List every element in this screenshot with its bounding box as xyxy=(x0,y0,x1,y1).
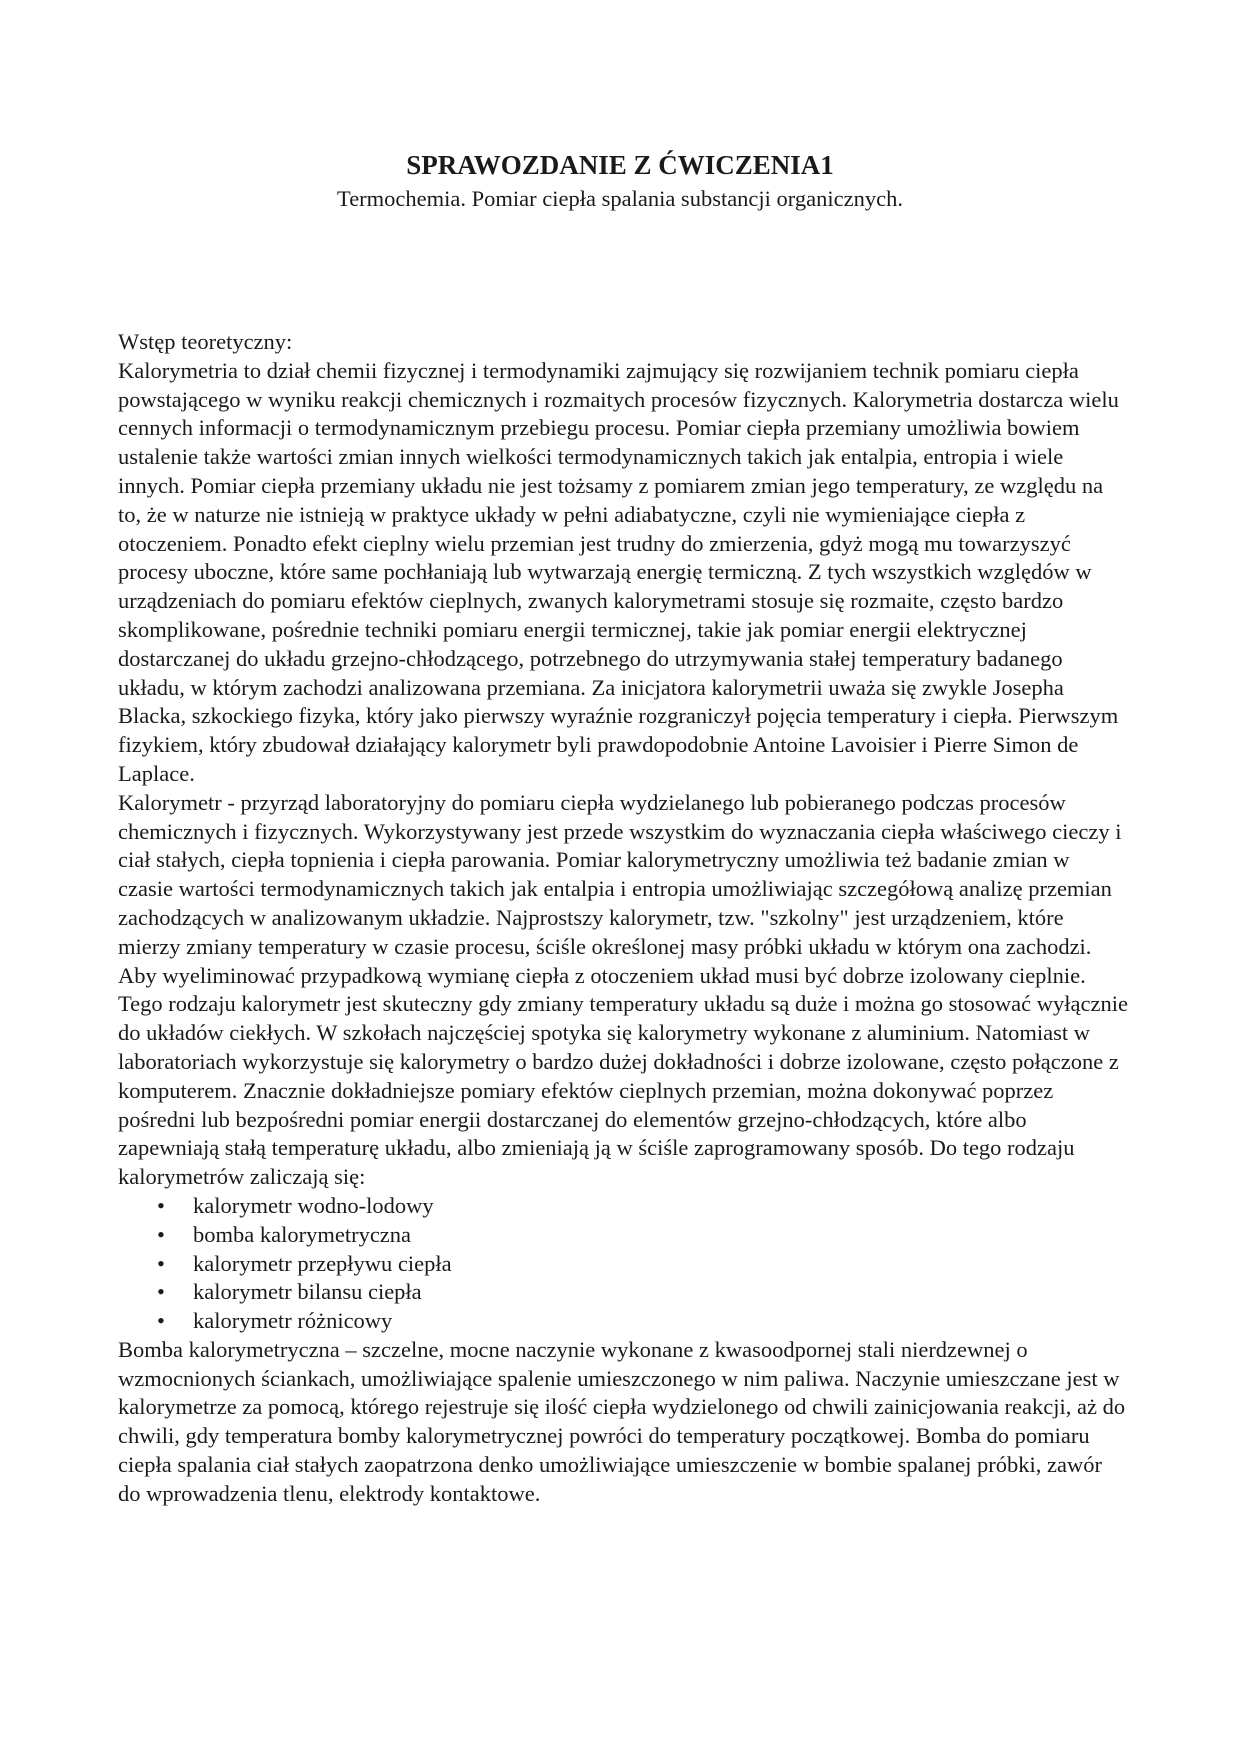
paragraph-bomb-calorimeter: Bomba kalorymetryczna – szczelne, mocne naczynie wykonane z kwasoodpornej stali nierdzewnej o wzmocnionych ściankach, umożliwiające spalenie umieszczonego w nim paliwa. Naczynie umieszczane jest w kalorymetrze za pomocą, którego rejestruje się ilość ciepła wydzielonego od chwili zainicjowania reakcji, aż do chwili, gdy temperatura bomby kalorymetrycznej powróci do temperatury początkowej. Bomba do pomiaru ciepła spalania ciał stałych zaopatrzona denko umożliwiające umieszczenie w bombie spalanej próbki, zawór do wprowadzenia tlenu, elektrody kontaktowe. xyxy=(118,1336,1126,1506)
bullet-icon: • xyxy=(157,1250,165,1276)
list-item-text: bomba kalorymetryczna xyxy=(193,1221,412,1247)
paragraph-calorimetry: Kalorymetria to dział chemii fizycznej i termodynamiki zajmujący się rozwijaniem technik pomiaru ciepła powstającego w wyniku reakcji chemicznych i rozmaitych procesów fizycznych. Kalorymetria dostarcza wielu cennych informacji o termodynamicznym przebiegu procesu. Pomiar ciepła przemiany umożliwia bowiem ustalenie także wartości zmian innych wielkości termodynamicznych takich jak entalpia, entropia i wiele innych. Pomiar ciepła przemiany układu nie jest tożsamy z pomiarem zmian jego temperatury, ze względu na to, że w naturze nie istnieją w praktyce układy w pełni adiabatyczne, czyli nie wymieniające ciepła z otoczeniem. Ponadto efekt cieplny wielu przemian jest trudny do zmierzenia, gdyż mogą mu towarzyszyć procesy uboczne, które same pochłaniają lub wytwarzają energię termiczną. Z tych wszystkich względów w urządzeniach do pomiaru efektów cieplnych, zwanych kalorymetrami stosuje się rozmaite, często bardzo skomplikowane, pośrednie techniki pomiaru energii termicznej, takie jak pomiar energii elektrycznej dostarczanej do układu grzejno-chłodzącego, potrzebnego do utrzymywania stałej temperatury badanego układu, w którym zachodzi analizowana przemiana. Za inicjatora kalorymetrii uważa się zwykle Josepha Blacka, szkockiego fizyka, który jako pierwszy wyraźnie rozgraniczył pojęcia temperatury i ciepła. Pierwszym fizykiem, który zbudował działający kalorymetr byli prawdopodobnie Antoine Lavoisier i Pierre Simon de Laplace. xyxy=(118,357,1119,786)
list-item-text: kalorymetr różnicowy xyxy=(193,1308,393,1334)
paragraph-calorimeter: Kalorymetr - przyrząd laboratoryjny do pomiaru ciepła wydzielanego lub pobieranego podczas procesów chemicznych i fizycznych. Wykorzystywany jest przede wszystkim do wyznaczania ciepła właściwego cieczy i ciał stałych, ciepła topnienia i ciepła parowania. Pomiar kalorymetryczny umożliwia też badanie zmian w czasie wartości termodynamicznych takich jak entalpia i entropia umożliwiając szczegółową analizę przemian zachodzących w analizowanym układzie. Najprostszy kalorymetr, tzw. "szkolny" jest urządzeniem, które mierzy zmiany temperatury w czasie procesu, ściśle określonej masy próbki układu w którym ona zachodzi. Aby wyeliminować przypadkową wymianę ciepła z otoczeniem układ musi być dobrze izolowany cieplnie. Tego rodzaju kalorymetr jest skuteczny gdy zmiany temperatury układu są duże i można go stosować wyłącznie do układów ciekłych. W szkołach najczęściej spotyka się kalorymetry wykonane z aluminium. Natomiast w laboratoriach wykorzystuje się kalorymetry o bardzo dużej dokładności i dobrze izolowane, często połączone z komputerem. Znacznie dokładniejsze pomiary efektów cieplnych przemian, można dokonywać poprzez pośredni lub bezpośredni pomiar energii dostarczanej do elementów grzejno-chłodzących, które albo zapewniają stałą temperaturę układu, albo zmieniają ją w ściśle zaprogramowany sposób. Do tego rodzaju kalorymetrów zaliczają się: xyxy=(118,789,1128,1190)
list-item-text: kalorymetr bilansu ciepła xyxy=(193,1279,422,1305)
list-item xyxy=(118,1278,1128,1307)
document-body xyxy=(118,328,1128,1509)
list-item xyxy=(118,1250,1128,1279)
bullet-icon: • xyxy=(157,1308,165,1334)
list-item xyxy=(118,1307,1128,1336)
list-item xyxy=(118,1221,1128,1250)
bullet-icon: • xyxy=(157,1192,165,1218)
section-heading: Wstęp teoretyczny: xyxy=(118,329,293,354)
list-item-text: kalorymetr przepływu ciepła xyxy=(193,1250,452,1276)
document-title: SPRAWOZDANIE Z ĆWICZENIA1 xyxy=(406,150,834,180)
bullet-icon: • xyxy=(157,1279,165,1305)
list-item xyxy=(118,1192,1128,1221)
bullet-icon: • xyxy=(157,1221,165,1247)
document-subtitle: Termochemia. Pomiar ciepła spalania substancji organicznych. xyxy=(337,186,903,211)
calorimeter-types-list xyxy=(118,1192,1128,1336)
list-item-text: kalorymetr wodno-lodowy xyxy=(193,1192,434,1218)
